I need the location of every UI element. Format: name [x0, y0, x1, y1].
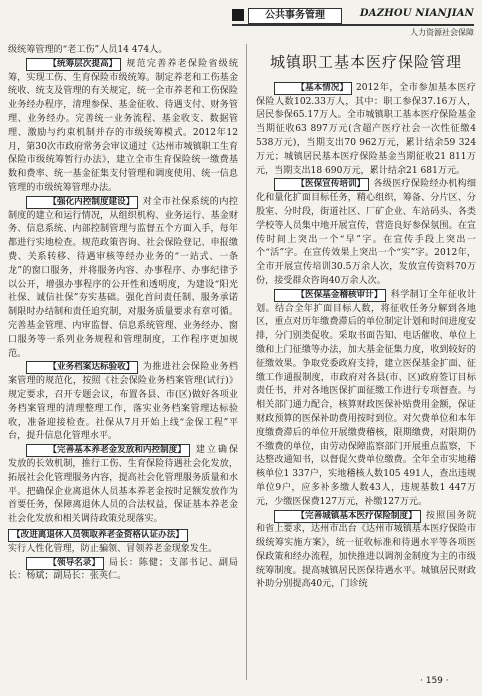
- paragraph-pension-certification: 实行人性化管理，防止骗领、冒领养老金现象发生。: [8, 543, 218, 554]
- paragraph-internal-control: [8, 196, 238, 362]
- paragraph-publicity-training: [256, 178, 476, 288]
- section-heading: 【强化内控制度建设】: [26, 196, 138, 209]
- page-header: [0, 0, 482, 44]
- paragraph-text: 对全市社保系统的内控制度的建立和运行情况，从组织机构、业务运行、基金财务、信息系统、内部控制管理与监督五个方面入手，每年都进行实地检查。规范政策咨询、社会保险登记、申报缴费、关系转移、待遇审核等经办业务的“一站式、一条龙”的窗口服务，并将服务内容、办事程序、办事纪律予以公开，增强办事程序的公开性和透明度，为建设“阳光社保、诚信社保”夯实基础。强化首问责任制、服务承诺制限时办结制和责任追究制，对服务质量要求有章可循。完善基金管理、内审监督、信息系统管理、业务经办、窗口服务等一系列业务规程和管理制度，工作程序更加规范。: [8, 196, 238, 359]
- header-rule: [232, 24, 474, 26]
- paragraph-archive-acceptance: [8, 361, 238, 444]
- paragraph-text: 为推进社会保险业务档案管理的规范化，按照《社会保险业务档案管理(试行)》规定要求，召开专题会议，布置各县、市(区)做好各项业务档案管理的清理整理工作，落实业务档案管理达标验收，准备迎接检查。社保从7月开始上线“金保工程”平台，提升信息化管理水平。: [8, 362, 238, 442]
- paragraph-text: 局长：陈健；支部书记、副局长：杨斌；副局长：张英仁。: [8, 557, 238, 582]
- section-heading: 【基本情况】: [274, 82, 352, 95]
- paragraph-text: 建立确保发放的长效机制，推行工伤、生育保险待遇社会化发放，拓展社会化管理服务内容，提高社会化管理服务质量和水平。把确保企业离退休人员基本养老金按时足额发放作为首要任务，保障离退休人员的合法权益，保证基本养老金社会化发放和相关调待政策兑现落实。: [8, 445, 238, 525]
- paragraph-text: 2012年，全市参加基本医疗保险人数102.33万人，其中：职工参保37.16万人，居民参保65.17万人。全市城镇职工基本医疗保险基金当期征收63 897万元(含超产医疗社会一次性征缴4 538万元)，当期支出70 962万元，累计结余59 324万元；城镇居民基本医疗保险基金当期征收21 811万元，当期支出18 690万元，累计结余21 681万元。: [256, 82, 476, 176]
- paragraph-leadership: [8, 557, 238, 585]
- paragraph-text: 科学制订全年征收计划。结合全年扩面目标人数，将征收任务分解到各地区，重点对历年缴费滞后的单位制定计划和时间进度安排，分门别类促收。采取书面告知、电话催收、单位上缴和上门征缴等办法，加大基金征集力度，收到较好的征缴效果。争取党委政府支持，建立医保基金扩面、征缴工作通报制度，市政府对各县(市、区)政府签订目标责任书，并对各地医保扩面征缴工作进行专项督查。与相关部门通力配合，核算财政医保补贴费用金额，保证财政预算的医保补助费用按时到位。对欠费单位和本年度缴费滞后的单位开展缴费稽核，限期缴费，对限期仍不缴费的单位，由劳动保障监察部门开展重点监察，下达整改通知书，以督促欠费单位缴费。全年全市实地稽核单位1 337户，实地稽核人数105 491人，查出违规单位9户，应多补多缴人数43人，违规基数1 447万元，少缴医保费127万元，补缴127万元。: [256, 289, 476, 507]
- section-heading: 【业务档案达标验收】: [26, 361, 138, 374]
- paragraph-pension-distribution: [8, 444, 238, 527]
- article-title: 城镇职工基本医疗保险管理: [269, 53, 462, 71]
- right-column: [256, 44, 476, 592]
- paragraph-text: 规范完善养老保险省级统筹，实现工伤、生育保险市级统筹。制定养老和工伤基金统收、统支及管理的有关规定，统一全市养老和工伤保险业务经办程序，清理参保、基金征收、待遇支付、财务管理、业务经办。完善统一业务流程、基金收支、数据管理、激励与约束机制并存的市级统筹模式。2012年12月，第30次市政府常务会审议通过《达州市城镇职工生育保险市级统筹暂行办法》，建立全市生育保险统一缴费基数和费率、统一基金征集支付管理和调度使用、统一信息管理的市级统筹管理办法。: [8, 58, 238, 193]
- header-square-mark: [232, 9, 244, 21]
- section-heading: 【领导名录】: [26, 557, 104, 570]
- paragraph-text: 各级医疗保险经办机构细化和量化扩面目标任务，精心组织，筹备、分片区、分股室、分时段，街道社区、厂矿企业、车站码头、各类学校等人员集中地开展宣传，营造良好参保氛围。在宣传时间上突出一个“早”字。在宣传手段上突出一个“活”字。在宣传效果上突出一个“实”字。2012年，全市开展宣传培训30.5万余人次，发放宣传资料70万份，接受群众咨询40万余人次。: [256, 179, 476, 286]
- paragraph-insurance-system: [256, 510, 476, 593]
- section-label: 公共事务管理: [248, 8, 342, 24]
- section-heading: 【医保宣传培训】: [274, 178, 369, 191]
- column-divider: [246, 44, 247, 680]
- paragraph-text: 按照国务院和省上要求，达州市出台《达州市城镇基本医疗保险市级统筹实施方案》，统一征收标准和待遇水平等各项医保政策和经办流程，加快推进以调剂金制度为主的市级统筹制度。提高城镇居民医保待遇水平。城镇居民财政补助分别提高40元，门诊统: [256, 510, 476, 590]
- page-number: · 159 ·: [420, 676, 449, 686]
- section-heading: 【统筹层次提高】: [26, 58, 121, 71]
- magazine-title: DAZHOU NIANJIAN: [359, 8, 474, 19]
- intro-paragraph: 级统筹管理的“老工伤”人员14 474人。: [8, 45, 168, 55]
- paragraph-fund-audit: [256, 289, 476, 510]
- section-heading: 【完善基本养老金发放和内控制度】: [26, 444, 190, 457]
- paragraph-coordination-level: [8, 58, 238, 196]
- left-column: [8, 44, 238, 584]
- header-subtitle: 人力资源社会保障: [410, 28, 474, 37]
- section-heading: 【改进离退休人员领取养老金资格认证办法】: [8, 529, 188, 542]
- section-heading: 【完善城镇基本医疗保险制度】: [274, 510, 421, 523]
- section-heading: 【医保基金稽核审计】: [274, 289, 386, 302]
- paragraph-basic-situation: [256, 82, 476, 179]
